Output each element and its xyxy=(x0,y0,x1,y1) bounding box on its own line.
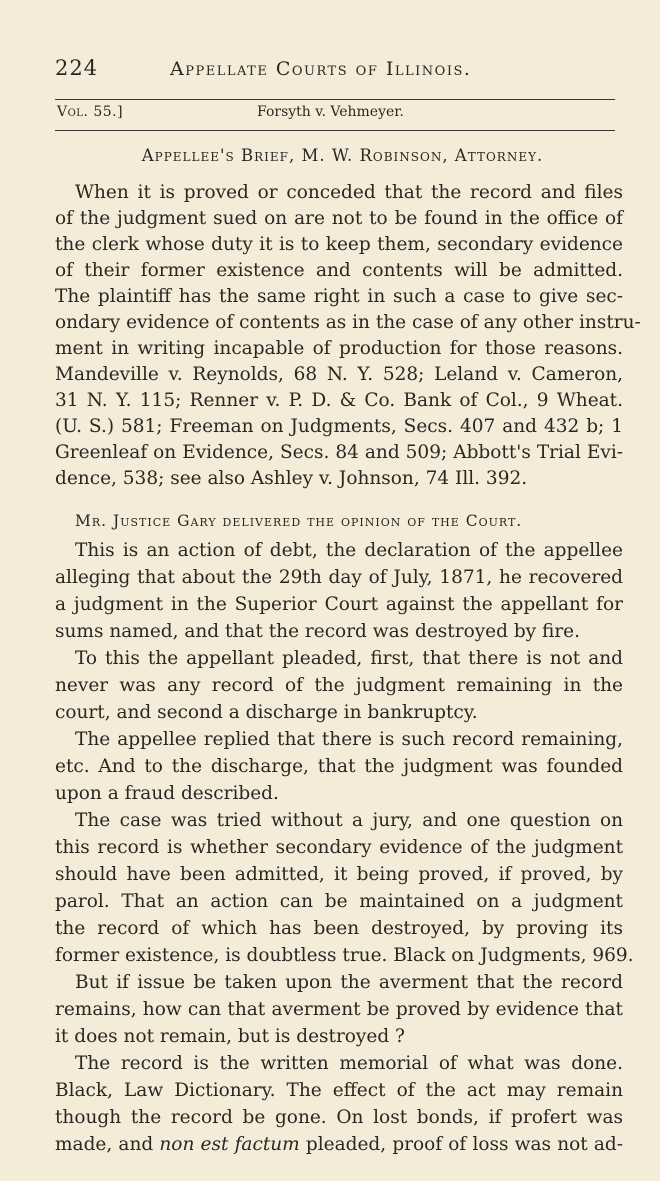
opinion-line: Black, Law Dictionary. The effect of the act may remain xyxy=(55,1080,623,1101)
opinion-line: This is an action of debt, the declaration of the appellee xyxy=(75,540,623,561)
opinion-line: though the record be gone. On lost bonds, if profert was xyxy=(55,1107,623,1128)
opinion-line: it does not remain, but is destroyed ? xyxy=(55,1026,405,1047)
running-head xyxy=(55,56,615,86)
brief-line: Mandeville v. Reynolds, 68 N. Y. 528; Leland v. Cameron, xyxy=(55,364,623,385)
brief-line: Greenleaf on Evidence, Secs. 84 and 509; Abbott's Trial Evi- xyxy=(55,442,623,463)
brief-line: ondary evidence of contents as in the case of any other instru- xyxy=(55,312,641,333)
brief-line: (U. S.) 581; Freeman on Judgments, Secs. 407 and 432 b; 1 xyxy=(55,416,623,437)
line-text: pleaded, proof of loss was not ad- xyxy=(299,1134,623,1155)
brief-line: When it is proved or conceded that the record and files xyxy=(75,182,623,203)
opinion-line: should have been admitted, it being proved, if proved, by xyxy=(55,864,623,885)
case-citation-line xyxy=(57,104,617,126)
running-title: Appellate Courts of Illinois. xyxy=(170,58,472,80)
opinion-line: parol. That an action can be maintained on a judgment xyxy=(55,891,623,912)
latin-phrase: non est factum xyxy=(159,1134,300,1155)
opinion-line: never was any record of the judgment remaining in the xyxy=(55,675,623,696)
brief-line: the clerk whose duty it is to keep them, secondary evidence xyxy=(55,234,623,255)
brief-line: of their former existence and contents will be admitted. xyxy=(55,260,623,281)
opinion-line: To this the appellant pleaded, first, that there is not and xyxy=(75,648,623,669)
volume-label: Vol. 55.] xyxy=(57,104,124,120)
header-rule xyxy=(55,99,615,100)
header-rule xyxy=(55,130,615,131)
opinion-line: this record is whether secondary evidence of the judgment xyxy=(55,837,623,858)
opinion-line: the record of which has been destroyed, by proving its xyxy=(55,918,623,939)
brief-heading: Appellee's Brief, M. W. Robinson, Attorney. xyxy=(141,146,544,165)
opinion-line: The case was tried without a jury, and one question on xyxy=(75,810,623,831)
case-name: Forsyth v. Vehmeyer. xyxy=(257,104,404,120)
line-text: made, and xyxy=(55,1134,160,1155)
opinion-line: former existence, is doubtless true. Black on Judgments, 969. xyxy=(55,945,634,966)
opinion-line: The record is the written memorial of what was done. xyxy=(75,1053,623,1074)
brief-line: 31 N. Y. 115; Renner v. P. D. & Co. Bank of Col., 9 Wheat. xyxy=(55,390,623,411)
opinion-line: etc. And to the discharge, that the judgment was founded xyxy=(55,756,623,777)
opinion-line: court, and second a discharge in bankruptcy. xyxy=(55,702,478,723)
opinion-heading: Mr. Justice Gary delivered the opinion of the Court. xyxy=(75,512,523,530)
brief-line: The plaintiff has the same right in such a case to give sec- xyxy=(55,286,623,307)
opinion-line: remains, how can that averment be proved by evidence that xyxy=(55,999,623,1020)
brief-line: dence, 538; see also Ashley v. Johnson, 74 Ill. 392. xyxy=(55,468,528,489)
opinion-line: upon a fraud described. xyxy=(55,783,279,804)
page-number: 224 xyxy=(55,56,99,80)
opinion-line-mixed xyxy=(55,1132,623,1158)
opinion-line: The appellee replied that there is such record remaining, xyxy=(75,729,623,750)
opinion-line: sums named, and that the record was destroyed by fire. xyxy=(55,621,581,642)
brief-line: of the judgment sued on are not to be found in the office of xyxy=(55,208,623,229)
opinion-line: a judgment in the Superior Court against the appellant for xyxy=(55,594,623,615)
brief-line: ment in writing incapable of production for those reasons. xyxy=(55,338,623,359)
opinion-line: But if issue be taken upon the averment that the record xyxy=(75,972,623,993)
opinion-line: alleging that about the 29th day of July, 1871, he recovered xyxy=(55,567,623,588)
